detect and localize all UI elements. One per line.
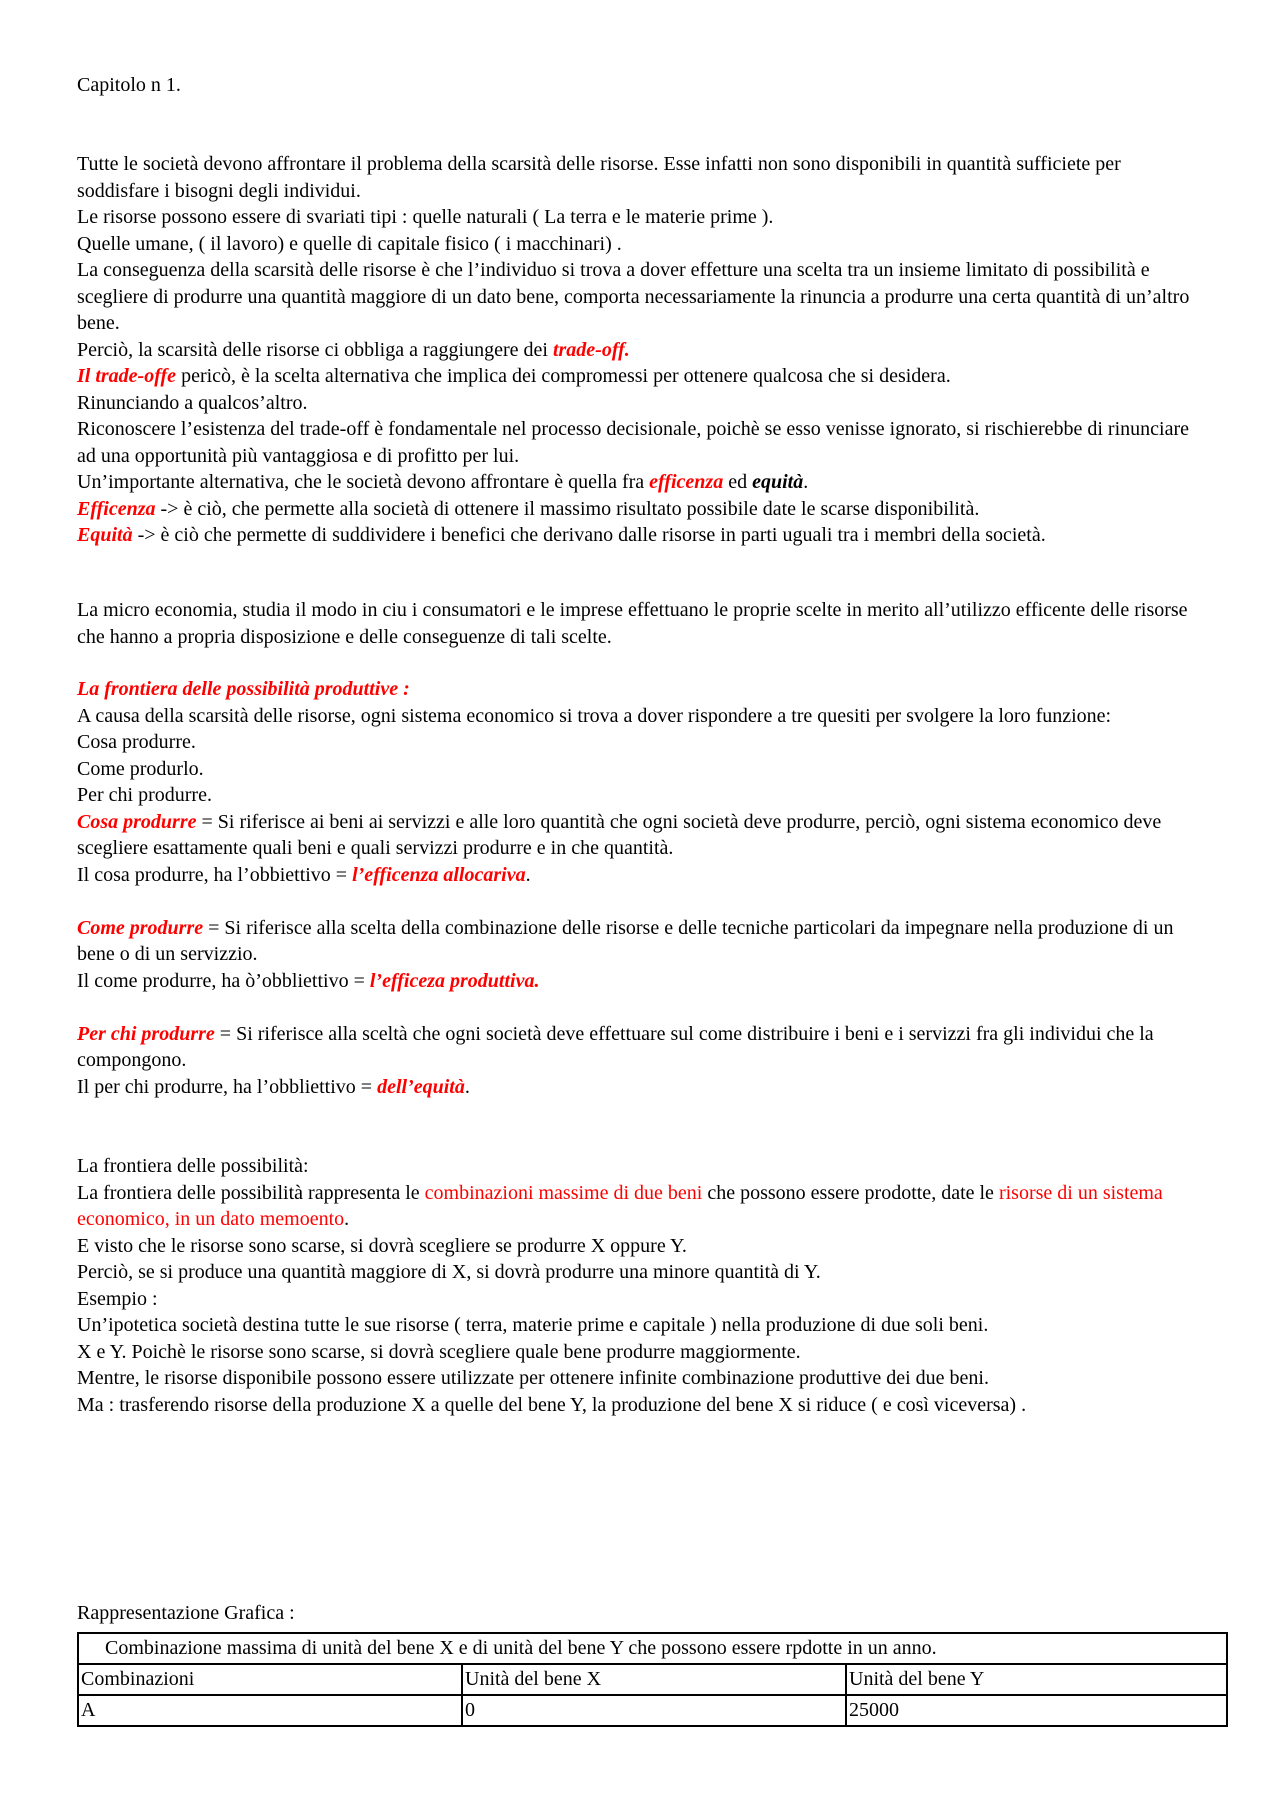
efficenza-definition-text: -> è ciò, che permette alla società di ottenere il massimo risultato possibile date le scarse disponibilità. xyxy=(155,497,980,520)
intro-paragraph-10 xyxy=(77,496,1207,523)
trade-off-term: trade-off. xyxy=(552,338,630,361)
equita-term: equità xyxy=(752,471,804,493)
efficeza-produttiva-term: l’efficeza produttiva. xyxy=(369,969,540,992)
possibilities-paragraph-5: Un’ipotetica società destina tutte le sue risorse ( terra, materie prime e capitale ) nella produzione di due soli beni. xyxy=(77,1314,989,1336)
intro-paragraph-9-mid: ed xyxy=(723,471,753,493)
possibilities-paragraph-3: Perciò, se si produce una quantità maggiore di X, si dovrà produrre una minore quantità di Y. xyxy=(77,1261,821,1283)
table-cell: 25000 xyxy=(846,1695,1227,1726)
equita-definition-term: Equità xyxy=(77,524,133,546)
possibilities-paragraph-7: Mentre, le risorse disponibile possono essere utilizzate per ottenere infinite combinazione produttive dei due beni. xyxy=(77,1367,989,1389)
table-header-cell: Unità del bene X xyxy=(462,1664,846,1695)
cosa-produrre-term: Cosa produrre xyxy=(77,810,197,833)
possibilities-title: La frontiera delle possibilità: xyxy=(77,1155,309,1177)
possibilities-section xyxy=(77,1153,1207,1418)
intro-paragraph-5-text: Perciò, la scarsità delle risorse ci obbliga a raggiungere dei xyxy=(77,338,553,361)
question-2: Come produrlo. xyxy=(77,757,204,780)
per-chi-produrre-goal xyxy=(77,1074,1207,1101)
per-chi-produrre-term: Per chi produrre xyxy=(77,1022,215,1045)
micro-economia-paragraph: La micro economia, studia il modo in ciu i consumatori e le imprese effettuano le proprie scelte in merito all’utilizzo efficente delle risorse che hanno a propria disposizione e delle conseguenze di tali scelte. xyxy=(77,599,1188,648)
table-caption-row xyxy=(78,1633,1227,1664)
per-chi-produrre-goal-text: Il per chi produrre, ha l’obbliettivo = xyxy=(77,1075,378,1098)
intro-paragraph-9-text: Un’importante alternativa, che le società devono affrontare è quella fra xyxy=(77,471,650,493)
come-produrre-text: = Si riferisce alla scelta della combinazione delle risorse e delle tecniche particolari da impegnare nella produzione di un bene o di un servizzio. xyxy=(77,916,1174,965)
intro-paragraph-6 xyxy=(77,363,1207,390)
trade-offe-term: Il trade-offe xyxy=(77,365,177,387)
equita-definition-text: -> è ciò che permette di suddividere i benefici che derivano dalle risorse in parti uguali tra i membri della società. xyxy=(132,524,1046,546)
table-header-row xyxy=(78,1664,1227,1695)
intro-section xyxy=(77,151,1207,549)
possibilities-paragraph-8: Ma : trasferendo risorse della produzione X a quelle del bene Y, la produzione del bene X si riduce ( e così viceversa) . xyxy=(77,1393,1027,1416)
possibilities-p1-c: . xyxy=(344,1208,350,1230)
come-produrre-goal-text: Il come produrre, ha ò’obbliettivo = xyxy=(77,969,370,992)
efficenza-term: efficenza xyxy=(649,471,724,493)
table-caption: Combinazione massima di unità del bene X e di unità del bene Y che possono essere rpdotte in un anno. xyxy=(78,1633,1227,1664)
intro-paragraph-8: Riconoscere l’esistenza del trade-off è fondamentale nel processo decisionale, poichè se esso venisse ignorato, si rischierebbe di rinunciare ad una opportunità più vantaggiosa e di profitto per lui. xyxy=(77,418,1189,467)
table-row xyxy=(78,1695,1227,1726)
question-3: Per chi produrre. xyxy=(77,784,212,806)
table-cell: A xyxy=(78,1695,462,1726)
intro-paragraph-9-end: . xyxy=(803,471,809,493)
come-produrre-goal xyxy=(77,968,1207,995)
intro-paragraph-1: Tutte le società devono affrontare il problema della scarsità delle risorse. Esse infatti non sono disponibili in quantità sufficiete per soddisfare i bisogni degli individui. xyxy=(77,153,1121,202)
intro-paragraph-2: Le risorse possono essere di svariati tipi : quelle naturali ( La terra e le materie prime ). xyxy=(77,206,774,228)
per-chi-produrre-text: = Si riferisce alla sceltà che ogni società deve effettuare sul come distribuire i beni e i servizzi fra gli individui che la compongono. xyxy=(77,1022,1154,1071)
cosa-produrre-goal xyxy=(77,862,1207,889)
intro-paragraph-7: Rinunciando a qualcos’altro. xyxy=(77,391,308,414)
equita-goal-term: dell’equità xyxy=(377,1075,465,1098)
efficenza-definition-term: Efficenza xyxy=(77,497,156,520)
per-chi-produrre-goal-end: . xyxy=(464,1075,470,1098)
cosa-produrre-paragraph xyxy=(77,809,1207,862)
graphic-label: Rappresentazione Grafica : xyxy=(77,1602,295,1624)
chapter-heading: Capitolo n 1. xyxy=(77,74,181,96)
intro-paragraph-9 xyxy=(77,469,1207,496)
possibilities-paragraph-4: Esempio : xyxy=(77,1287,158,1310)
possibilities-p1-b: che possono essere prodotte, date le xyxy=(702,1181,999,1204)
come-produrre-term: Come produrre xyxy=(77,916,204,939)
combinazioni-massime-highlight: combinazioni massime di due beni xyxy=(424,1181,703,1204)
efficenza-allocariva-term: l’efficenza allocariva xyxy=(352,863,526,886)
combinations-table xyxy=(77,1632,1228,1727)
intro-paragraph-5 xyxy=(77,337,1207,364)
frontier-section xyxy=(77,676,1207,1100)
cosa-produrre-goal-end: . xyxy=(525,863,531,886)
table-cell: 0 xyxy=(462,1695,846,1726)
intro-paragraph-3: Quelle umane, ( il lavoro) e quelle di capitale fisico ( i macchinari) . xyxy=(77,232,622,255)
frontier-title: La frontiera delle possibilità produttive : xyxy=(77,678,410,700)
per-chi-produrre-paragraph xyxy=(77,1021,1207,1074)
possibilities-p1-a: La frontiera delle possibilità rappresenta le xyxy=(77,1181,425,1204)
intro-paragraph-11 xyxy=(77,522,1207,549)
possibilities-paragraph-6: X e Y. Poichè le risorse sono scarse, si dovrà scegliere quale bene produrre maggiormente. xyxy=(77,1340,801,1363)
cosa-produrre-goal-text: Il cosa produrre, ha l’obbiettivo = xyxy=(77,863,353,886)
possibilities-paragraph-2: E visto che le risorse sono scarse, si dovrà scegliere se produrre X oppure Y. xyxy=(77,1234,687,1257)
frontier-paragraph-1: A causa della scarsità delle risorse, ogni sistema economico si trova a dover rispondere a tre quesiti per svolgere la loro funzione: xyxy=(77,704,1112,727)
table-header-cell: Unità del bene Y xyxy=(846,1664,1227,1695)
come-produrre-paragraph xyxy=(77,915,1207,968)
possibilities-paragraph-1 xyxy=(77,1180,1207,1233)
cosa-produrre-text: = Si riferisce ai beni ai servizzi e alle loro quantità che ogni società deve produrre, perciò, ogni sistema economico deve scegliere esattamente quali beni e quali servizzi produrre e in che quantità. xyxy=(77,810,1162,859)
risorse-sistema-highlight: risorse di un sistema economico, in un dato memoento xyxy=(77,1181,1163,1230)
intro-paragraph-6-text: pericò, è la scelta alternativa che implica dei compromessi per ottenere qualcosa che si desidera. xyxy=(176,365,951,387)
intro-paragraph-4: La conseguenza della scarsità delle risorse è che l’individuo si trova a dover effetture una scelta tra un insieme limitato di possibilità e scegliere di produrre una quantità maggiore di un dato bene, comporta necessariamente la rinuncia a produrre una certa quantità di un’altro bene. xyxy=(77,259,1190,334)
table-header-cell: Combinazioni xyxy=(78,1664,462,1695)
question-1: Cosa produrre. xyxy=(77,731,196,753)
